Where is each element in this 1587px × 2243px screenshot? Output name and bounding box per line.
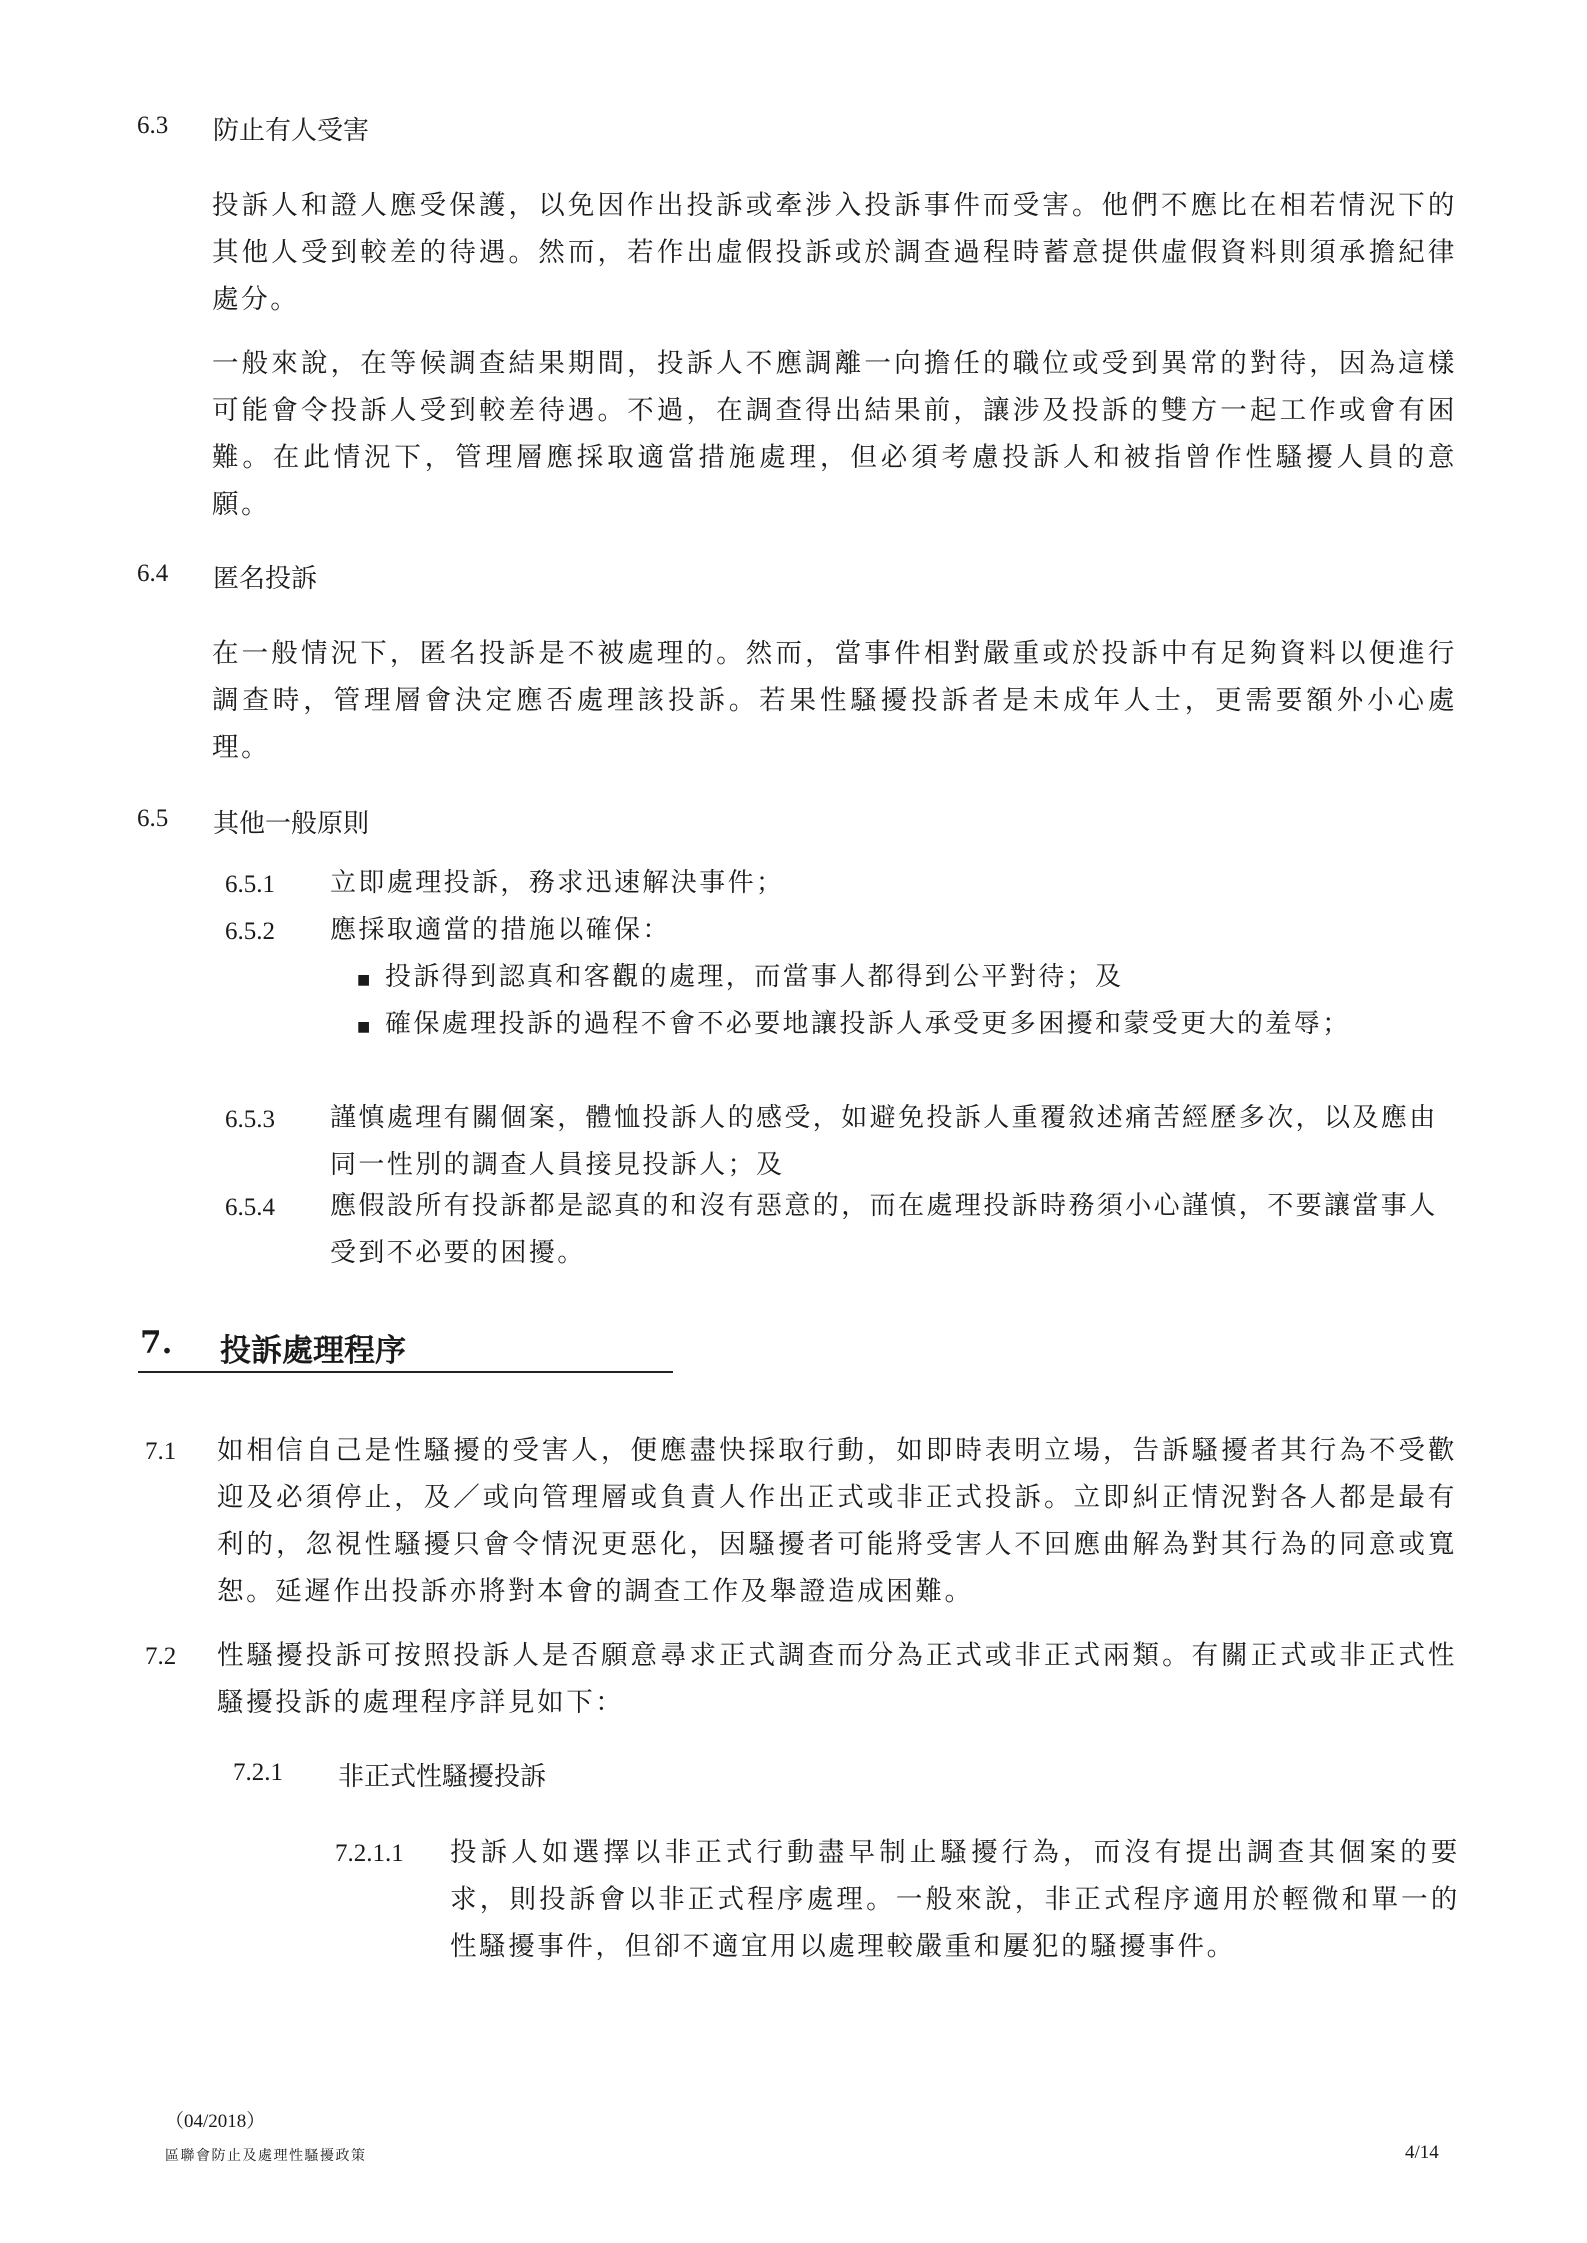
section-7-underline bbox=[138, 1371, 673, 1373]
section-6-5-number: 6.5 bbox=[137, 805, 169, 832]
section-6-3-paragraph-1: 投訴人和證人應受保護，以免因作出投訴或牽涉入投訴事件而受害。他們不應比在相若情況下的其他人受到較差的待遇。然而，若作出虛假投訴或於調查過程時蓄意提供虛假資料則須承擔紀律處分。 bbox=[212, 190, 1457, 315]
list-item-number: 6.5.3 bbox=[225, 1106, 275, 1133]
section-7-number: 7. bbox=[140, 1325, 173, 1361]
list-item-number: 6.5.1 bbox=[225, 871, 275, 898]
section-6-3-number: 6.3 bbox=[137, 112, 169, 139]
section-7-2-number: 7.2 bbox=[145, 1643, 177, 1670]
page-number: 4/14 bbox=[1405, 2142, 1439, 2163]
list-item-number: 6.5.2 bbox=[225, 918, 275, 945]
list-item-text: 立即處理投訴，務求迅速解決事件； bbox=[330, 868, 785, 898]
list-item-text: 應採取適當的措施以確保： bbox=[330, 915, 671, 945]
section-6-3-paragraph-2: 一般來說，在等候調查結果期間，投訴人不應調離一向擔任的職位或受到異常的對待，因為這樣可能會令投訴人受到較差待遇。不過，在調查得出結果前，讓涉及投訴的雙方一起工作或會有困難。在此情況下，管理層應採取適當措施處理，但必須考慮投訴人和被指曾作性騷擾人員的意願。 bbox=[212, 348, 1457, 520]
list-item-text: 謹慎處理有關個案，體恤投訴人的感受，如避免投訴人重覆敘述痛苦經歷多次，以及應由同一性別的調查人員接見投訴人；及 bbox=[330, 1103, 1438, 1180]
section-7-2-1-1-number: 7.2.1.1 bbox=[335, 1840, 404, 1867]
section-6-4-paragraph: 在一般情況下，匿名投訴是不被處理的。然而，當事件相對嚴重或於投訴中有足夠資料以便進行調查時，管理層會決定應否處理該投訴。若果性騷擾投訴者是未成年人士，更需要額外小心處理。 bbox=[212, 638, 1457, 763]
bullet-item-text: 確保處理投訴的過程不會不必要地讓投訴人承受更多困擾和蒙受更大的羞辱； bbox=[385, 1009, 1351, 1039]
bullet-icon: ■ bbox=[357, 1019, 371, 1035]
section-7-2-1-number: 7.2.1 bbox=[233, 1759, 283, 1786]
section-7-1-number: 7.1 bbox=[145, 1438, 177, 1465]
section-6-4-title: 匿名投訴 bbox=[213, 564, 318, 594]
list-item-number: 6.5.4 bbox=[225, 1194, 275, 1221]
list-item-text: 應假設所有投訴都是認真的和沒有惡意的，而在處理投訴時務須小心謹慎，不要讓當事人受到不必要的困擾。 bbox=[330, 1191, 1438, 1268]
section-7-2-paragraph: 性騷擾投訴可按照投訴人是否願意尋求正式調查而分為正式或非正式兩類。有關正式或非正式性騷擾投訴的處理程序詳見如下： bbox=[217, 1640, 1457, 1718]
section-7-title: 投訴處理程序 bbox=[220, 1333, 406, 1369]
section-6-4-number: 6.4 bbox=[137, 560, 169, 587]
footer-doc-title: 區聯會防止及處理性騷擾政策 bbox=[165, 2148, 367, 2164]
section-7-2-1-1-paragraph: 投訴人如選擇以非正式行動盡早制止騷擾行為，而沒有提出調查其個案的要求，則投訴會以非正式程序處理。一般來說，非正式程序適用於輕微和單一的性騷擾事件，但卻不適宜用以處理較嚴重和屢犯的騷擾事件。 bbox=[450, 1837, 1460, 1962]
bullet-item-text: 投訴得到認真和客觀的處理，而當事人都得到公平對待；及 bbox=[385, 962, 1124, 992]
bullet-icon: ■ bbox=[357, 972, 371, 988]
section-7-2-1-title: 非正式性騷擾投訴 bbox=[338, 1762, 547, 1792]
section-7-1-paragraph: 如相信自己是性騷擾的受害人，便應盡快採取行動，如即時表明立場，告訴騷擾者其行為不受歡迎及必須停止，及／或向管理層或負責人作出正式或非正式投訴。立即糾正情況對各人都是最有利的，忽視性騷擾只會令情況更惡化，因騷擾者可能將受害人不回應曲解為對其行為的同意或寬恕。延遲作出投訴亦將對本會的調查工作及舉證造成困難。 bbox=[217, 1435, 1457, 1607]
section-6-5-title: 其他一般原則 bbox=[213, 809, 370, 839]
section-6-3-title: 防止有人受害 bbox=[213, 116, 370, 146]
footer-date: （04/2018） bbox=[165, 2111, 266, 2132]
